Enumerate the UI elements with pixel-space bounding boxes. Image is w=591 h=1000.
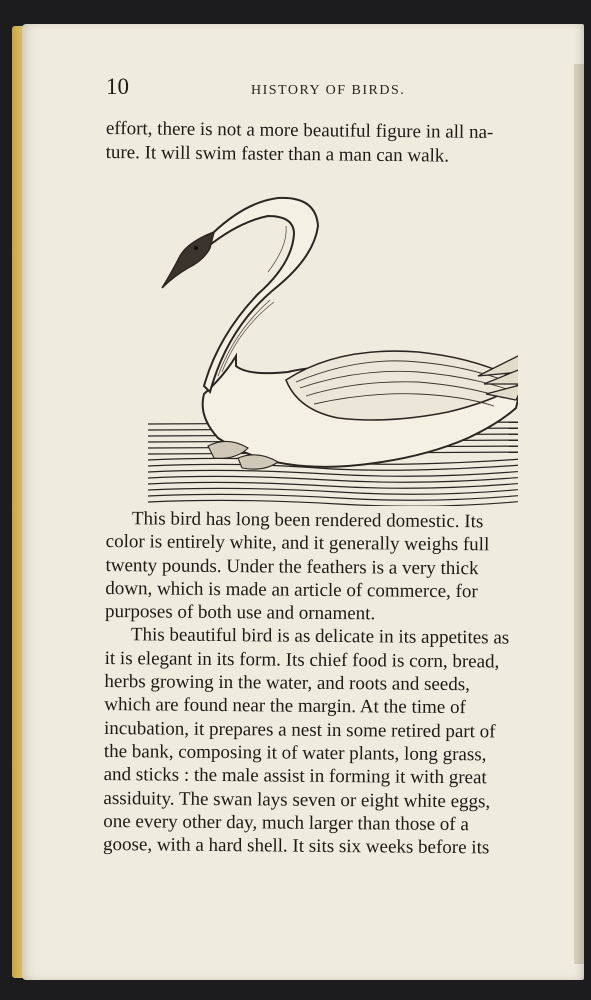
text-line: assiduity. The swan lays seven or eight white eggs, [103,787,491,812]
running-title: HISTORY OF BIRDS. [251,83,406,98]
text-line: color is entirely white, and it generally weighs full [105,531,490,556]
text-line: incubation, it prepares a nest in some retired part of [103,717,496,743]
text-line: ture. It will swim faster than a man can walk. [105,141,450,167]
page-number: 10 [106,74,129,99]
page-gutter [574,64,584,964]
body-text-bottom [103,507,543,860]
text-line: one every other day, much larger than those of a [103,810,469,836]
swan-eye [194,246,198,250]
text-line: the bank, composing it of water plants, long grass, [103,740,487,766]
text-line: This bird has long been rendered domestic. Its [131,508,484,533]
text-line: twenty pounds. Under the feathers is a very thick [105,554,479,579]
text-line: which are found near the margin. At the time of [104,694,466,719]
text-line: herbs growing in the water, and roots and seeds, [104,671,470,696]
text-line: down, which is made an article of commerce, for [105,577,478,603]
swan-neck [204,198,318,392]
text-line: This beautiful bird is as delicate in its appetites as [130,624,510,650]
swan-head [162,232,214,288]
text-line: goose, with a hard shell. It sits six weeks before its [102,834,490,859]
swan-engraving [118,176,518,506]
text-line: it is elegant in its form. Its chief food is corn, bread, [104,647,500,673]
text-line: effort, there is not a more beautiful figure in all na- [105,117,494,144]
body-text-top [105,117,542,170]
text-line: and sticks : the male assist in forming it with great [103,764,487,789]
page-header [106,74,536,104]
text-line: purposes of both use and ornament. [104,601,376,625]
